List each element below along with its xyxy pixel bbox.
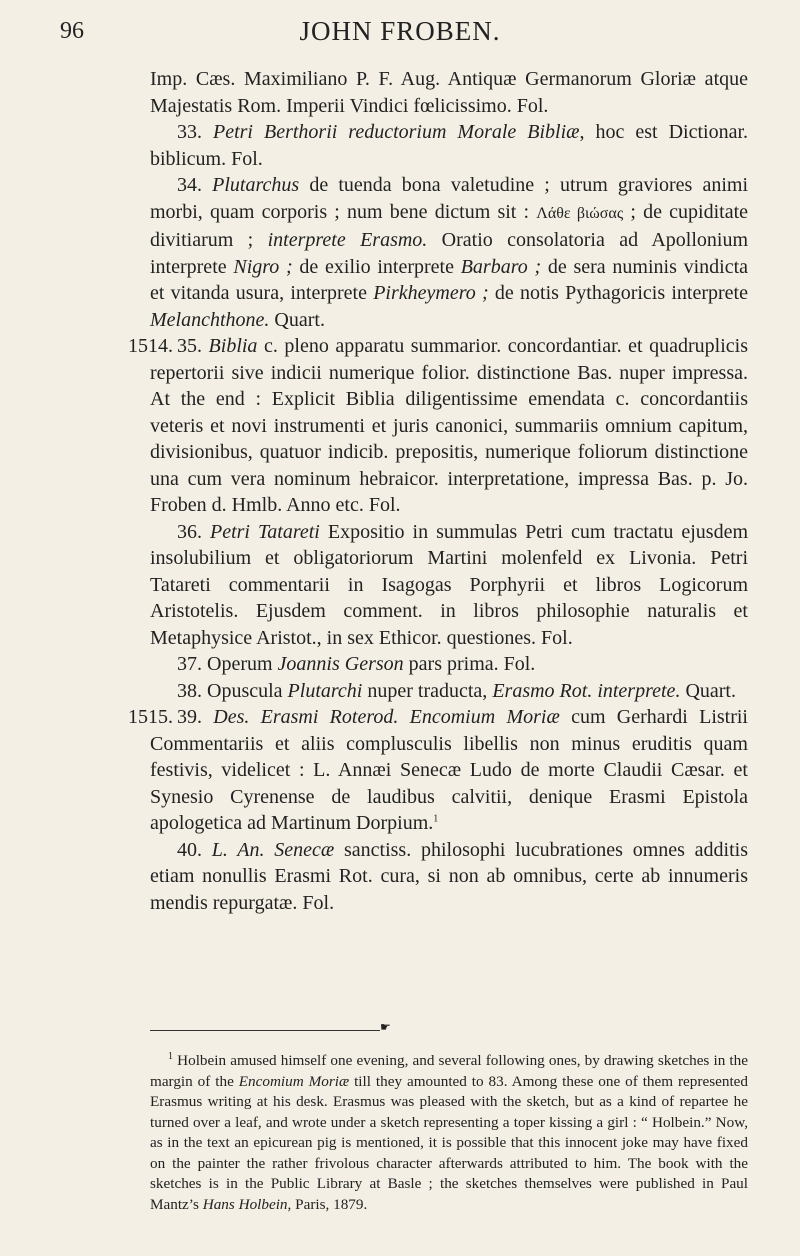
- entry-33: 33. Petri Berthorii reductorium Morale Bibliæ, hoc est Dictionar. biblicum. Fol.: [150, 121, 748, 170]
- pointing-hand-icon: ☛: [380, 1020, 391, 1034]
- year-marker: 1514.: [128, 335, 173, 357]
- footnote-reference[interactable]: 1: [433, 813, 439, 825]
- footnote: $^1$ Holbein amused himself one evening, and several following ones, by drawing sketches in the margin of the Encomium Moriæ till they amounted to 83. Among these one of them represented Erasmus writing at his desk. Erasmus was pleased with the sketch, but as a kind of repartee he turned over a leaf, and wrote under a sketch representing a toper kissing a girl : “ Holbein.” Now, as in the text an epicurean pig is mentioned, it is possible that this innocent joke may have fixed on the painter the rather frivolous character afterwards attributed to him. The book with the sketches is in the Public Library at Basle ; the sketches themselves were published in Paul Mantz’s Hans Holbein, Paris, 1879.: [150, 1051, 748, 1213]
- separator-rule: [150, 1030, 380, 1031]
- year-marker: 1515.: [128, 706, 173, 728]
- entry-39: 1515. 39. Des. Erasmi Roterod. Encomium Moriæ cum Gerhardi Listrii Commentariis et aliis complusculis libellis non minus eruditis quam festivis, videlicet : L. Annæi Senecæ Ludo de morte Claudii Cæsar. et Synesio Cyrenense de laudibus calvitii, denique Erasmi Epistola apologetica ad Martinum Dorpium.$^1$: [150, 704, 748, 837]
- entry-36: 36. Petri Tatareti Expositio in summulas Petri cum tractatu ejusdem insolubilium et obligatoriorum Martini molenfeld ex Livonia. Petri Tatareti commentarii in Isagogas Porphyrii et libros Logicorum Aristotelis. Ejusdem comment. in libros philosophie naturalis et Metaphysice Aristot., in sex Ethicor. questiones. Fol.: [150, 520, 748, 649]
- bibliography-entries: [128, 66, 749, 916]
- page-number: 96: [60, 18, 84, 44]
- entry-37: 37. Operum Joannis Gerson pars prima. Fol.: [177, 653, 536, 675]
- footnote-marker: 1: [168, 1051, 173, 1063]
- greek-phrase: Λάθε βιώσας: [536, 204, 624, 222]
- entry-34: 34. Plutarchus de tuenda bona valetudine ; utrum graviores animi morbi, quam corporis ; num bene dictum sit : Λάθε βιώσας ; de cupiditate divitiarum ; interprete Erasmo. Oratio consolatoria ad Apollonium interprete Nigro ; de exilio interprete Barbaro ; de sera numinis vindicta et vitanda usura, interprete Pirkheymero ; de notis Pythagoricis interprete Melanchthone. Quart.: [150, 174, 749, 331]
- entry-imprint-continuation: Imp. Cæs. Maximiliano P. F. Aug. Antiquæ Germanorum Gloriæ atque Majestatis Rom. Imperii Vindici fœlicissimo. Fol.: [150, 68, 748, 117]
- running-title: JOHN FROBEN.: [299, 16, 501, 46]
- entry-38: 38. Opuscula Plutarchi nuper traducta, Erasmo Rot. interprete. Quart.: [177, 679, 736, 702]
- footnote-separator: [150, 1020, 748, 1035]
- entry-40: 40. L. An. Senecæ sanctiss. philosophi lucubrationes omnes additis etiam nonullis Erasmi Rot. cura, si non ab omnibus, certe ab innumeris mendis repurgatæ. Fol.: [150, 838, 748, 914]
- entry-35: 1514. 35. Biblia c. pleno apparatu summarior. concordantiar. et quadruplicis repertorii sive indicii numerique folior. distinctione Bas. nuper impressa. At the end : Explicit Biblia diligentissime emendata c. concordantiis veteris et novi instrumenti et juris canonici, summariis omnium capitum, divisionibus, quatuor indicib. prepositis, numerique foliorum distinctione una cum vera nominum hebraicor. interpretatione, impressa Bas. p. Jo. Froben d. Hmlb. Anno etc. Fol.: [150, 333, 748, 519]
